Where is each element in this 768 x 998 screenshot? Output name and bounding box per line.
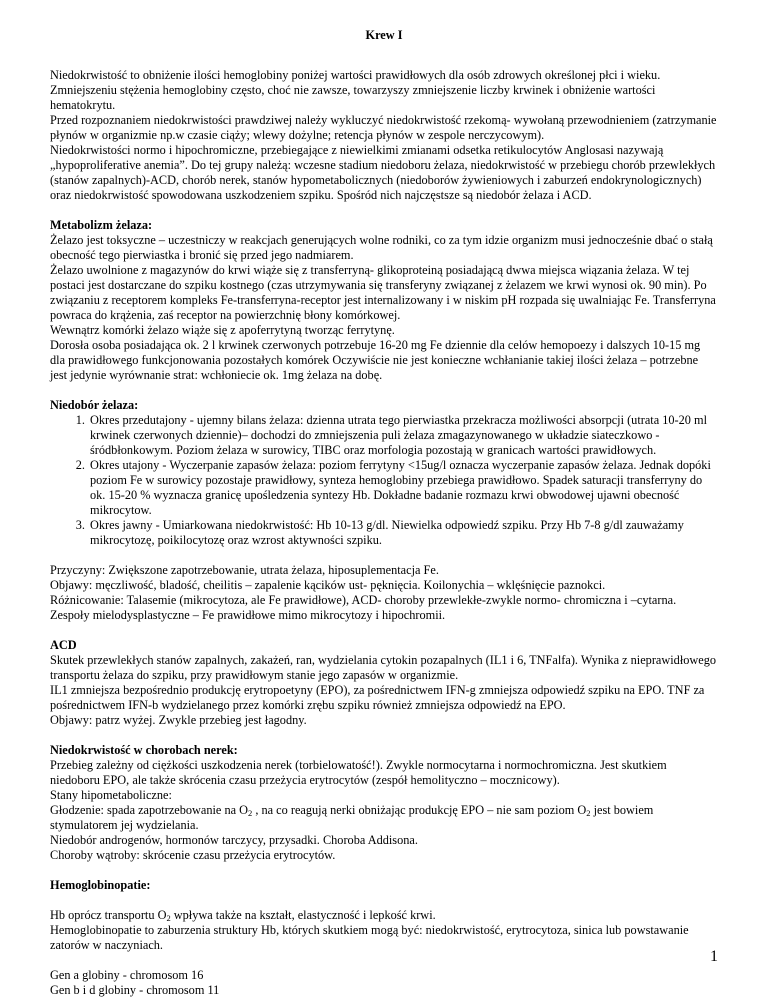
acd-paragraph-2: IL1 zmniejsza bezpośrednio produkcję erytropoetyny (EPO), za pośrednictwem IFN-g zmniejsza odpowiedź szpiku na EPO. TNF za pośrednictwem IFN-b wydzielanego przez komórki zrębu szpiku również zmniejsza odpowiedź na EPO.: [50, 683, 705, 712]
gene-alpha-line: Gen a globiny - chromosom 16: [50, 968, 204, 982]
section-heading-niedobor: Niedobór żelaza:: [50, 398, 139, 412]
nerki-paragraph-1: Przebieg zależny od ciężkości uszkodzenia nerek (torbielowatość!). Zwykle normocytarna i normochromiczna. Jest skutkiem niedoboru EPO, ale także skrócenia czasu przeżycia erytrocytów (zespół hemolityczno – mocznicowy).: [50, 758, 667, 787]
list-item: 1. Okres przedutajony - ujemny bilans żelaza: dzienna utrata tego pierwiastka przekracza możliwości absorpcji (utrata 10-20 ml krwinek czerwonych dziennie)– dochodzi do zmniejszenia puli żelaza zmagazynowanego w układzie siateczkowo - śródbłonkowym. Poziom żelaza w surowicy, TIBC oraz morfologia pozostają w granicach wartości prawidłowych.: [88, 413, 718, 458]
niedobor-zespoly: Zespoły mielodysplastyczne – Fe prawidłowe mimo mikrocytozy i hipochromii.: [50, 608, 446, 622]
nerki-paragraph-2: Stany hipometaboliczne:: [50, 788, 172, 802]
acd-paragraph-3: Objawy: patrz wyżej. Zwykle przebieg jest łagodny.: [50, 713, 307, 727]
metabolizm-paragraph-2: Żelazo uwolnione z magazynów do krwi wiąże się z transferryną- glikoproteiną posiadającą dwwa miejsca wiązania żelaza. W tej postaci jest dostarczane do szpiku kostnego (czas utrzymywania się transferyny związanej z żelazem we krwi wynosi ok. 90 min). Po związaniu z receptorem kompleks Fe-transferryna-receptor jest internalizowany i w niskim pH rozpada się uwalniając Fe. Transferryna powraca do krążenia, zaś receptor na powierzchnię błony komórkowej.: [50, 263, 716, 322]
niedobor-przyczyny: Przyczyny: Zwiększone zapotrzebowanie, utrata żelaza, hiposuplementacja Fe.: [50, 563, 439, 577]
page-number: 1: [710, 948, 718, 965]
list-item: 3. Okres jawny - Umiarkowana niedokrwistość: Hb 10-13 g/dl. Niewielka odpowiedź szpiku. Przy Hb 7-8 g/dl zauważamy mikrocytozę, poikilocytozę oraz wzrost aktywności szpiku.: [88, 518, 718, 548]
nerki-paragraph-3: Głodzenie: spada zapotrzebowanie na $O_2$ , na co reagują nerki obniżając produkcję EPO – nie sam poziom $O_2$ jest bowiem stymulatorem jej wydzielania.: [50, 803, 654, 832]
niedobor-stages-list: [50, 413, 718, 548]
niedobor-roznicowanie: Różnicowanie: Talasemie (mikrocytoza, ale Fe prawidłowe), ACD- choroby przewlekłe-zwykle normo- chromiczna i –cytarna.: [50, 593, 677, 607]
section-heading-hemoglobinopatie: Hemoglobinopatie:: [50, 878, 151, 892]
hemo-paragraph-2: Hemoglobinopatie to zaburzenia struktury Hb, których skutkiem mogą być: niedokrwistość, erytrocytoza, sinica lub powstawanie zatorów w naczyniach.: [50, 923, 689, 952]
intro-paragraph-2: Przed rozpoznaniem niedokrwistości prawdziwej należy wykluczyć niedokrwistość rzekomą- wywołaną przewodnieniem (zatrzymanie płynów w organizmie np.w czasie ciąży; wlewy dożylne; retencja płynów w zespole nerczycowym).: [50, 113, 717, 142]
metabolizm-paragraph-1: Żelazo jest toksyczne – uczestniczy w reakcjach generujących wolne rodniki, co za tym idzie organizm musi jednocześnie dbać o stałą obecność tego pierwiastka i bronić się przed jego nadmiarem.: [50, 233, 713, 262]
metabolizm-paragraph-4: Dorosła osoba posiadająca ok. 2 l krwinek czerwonych potrzebuje 16-20 mg Fe dziennie dla celów hemopoezy i dalszych 10-15 mg dla prawidłowego funkcjonowania pozostałych komórek Oczywiście nie jest konieczne wchłanianie takiej ilości żelaza – potrzebne jest jedynie wyrównanie strat: wchłoniecie ok. 1mg żelaza na dobę.: [50, 338, 701, 382]
section-heading-nerki: Niedokrwistość w chorobach nerek:: [50, 743, 238, 757]
list-item: 2. Okres utajony - Wyczerpanie zapasów żelaza: poziom ferrytyny <15ug/l oznacza wyczerpanie zapasów żelaza. Jednak dopóki poziom Fe w surowicy pozostaje prawidłowy, synteza hemoglobiny przebiega prawidłowo. Spadek saturacji transferryny do ok. 15-20 % wyznacza granicę upośledzenia syntezy Hb. Dokładne badanie rozmazu krwi obwodowej ujawni obecność mikrocytow.: [88, 458, 718, 518]
intro-paragraph-1: Niedokrwistość to obniżenie ilości hemoglobiny poniżej wartości prawidłowych dla osób zdrowych określonej płci i wieku. Zmniejszeniu stężenia hemoglobiny często, choć nie zawsze, towarzyszy zmniejszenie liczby krwinek i obniżenie wartości hematokrytu.: [50, 68, 661, 112]
nerki-paragraph-4: Niedobór androgenów, hormonów tarczycy, przysadki. Choroba Addisona.: [50, 833, 418, 847]
document-title: Krew I: [365, 28, 403, 42]
hemo-paragraph-1: Hb oprócz transportu $O_2$ wpływa także na kształt, elastyczność i lepkość krwi.: [50, 908, 436, 923]
section-heading-metabolizm: Metabolizm żelaza:: [50, 218, 153, 232]
intro-paragraph-3: Niedokrwistości normo i hipochromiczne, przebiegające z niewielkimi zmianami odsetka retikulocytów Anglosasi nazywają „hypoproliferative anemia”. Do tej grupy należą: wczesne stadium niedoboru żelaza, niedokrwistość w przebiegu chorób przewlekłych (stanów zapalnych)-ACD, chorób nerek, stanów hypometabolicznych (niedoborów żywieniowych i zaburzeń endokrynologicznych) oraz niedokrwistość spowodowana uszkodzeniem szpiku. Spośród nich najczęstsze są niedobór żelaza i ACD.: [50, 143, 716, 202]
gene-beta-delta-line: Gen b i d globiny - chromosom 11: [50, 983, 220, 997]
section-heading-acd: ACD: [50, 638, 77, 652]
niedobor-objawy: Objawy: męczliwość, bladość, cheilitis – zapalenie kącików ust- pęknięcia. Koilonychia – wklęśnięcie paznokci.: [50, 578, 606, 592]
metabolizm-paragraph-3: Wewnątrz komórki żelazo wiąże się z apoferrytyną tworząc ferrytynę.: [50, 323, 395, 337]
document-page: [50, 28, 718, 998]
acd-paragraph-1: Skutek przewlekłych stanów zapalnych, zakażeń, ran, wydzielania cytokin pozapalnych (IL1 i 6, TNFalfa). Wynika z nieprawidłowego transportu żelaza do szpiku, przy prawidłowym stanie jego zapasów w organizmie.: [50, 653, 717, 682]
nerki-paragraph-5: Choroby wątroby: skrócenie czasu przeżycia erytrocytów.: [50, 848, 336, 862]
